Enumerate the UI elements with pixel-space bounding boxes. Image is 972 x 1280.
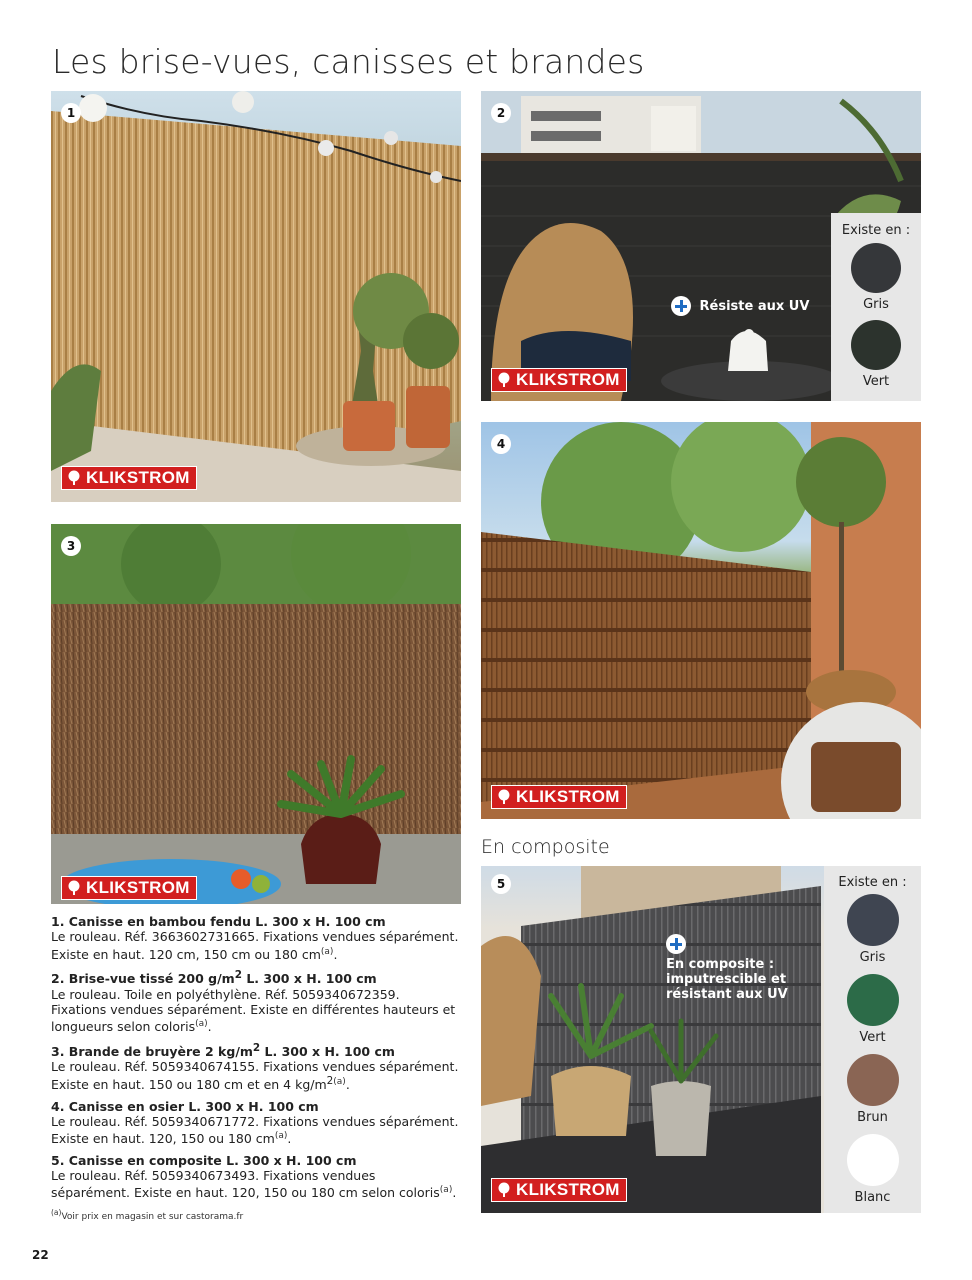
- product-line: Le rouleau. Réf. 3663602731665. Fixations vendues séparément.: [51, 929, 459, 945]
- color-label: Brun: [857, 1110, 888, 1125]
- page-number: 22: [32, 1248, 49, 1262]
- wicker-fence-illustration: [481, 422, 921, 819]
- tree-logo-icon: [67, 470, 81, 485]
- color-swatch-blanc[interactable]: [847, 1134, 899, 1186]
- product-line: Existe en haut. 150 ou 180 cm et en 4 kg/m$^{2(a)}$.: [51, 1075, 350, 1093]
- photo-number-badge: 2: [491, 103, 511, 123]
- color-swatch-brun[interactable]: [847, 1054, 899, 1106]
- product-item-3: [51, 1041, 461, 1093]
- product-title: 2. Brise-vue tissé 200 $g/m^2$ L. 300 x H. 100 cm: [51, 969, 377, 987]
- product-line: Fixations vendues séparément. Existe en différentes hauteurs et: [51, 1001, 456, 1017]
- color-label: Gris: [859, 950, 886, 965]
- product-photo-1: [51, 91, 461, 502]
- brand-logo: KLIKSTROM: [61, 466, 197, 490]
- photo-number-badge: 3: [61, 536, 81, 556]
- color-label: Gris: [863, 297, 889, 312]
- photo-number-badge: 4: [491, 434, 511, 454]
- product-line: Le rouleau. Réf. 5059340671772. Fixations vendues séparément.: [51, 1114, 459, 1130]
- color-swatch-vert[interactable]: [847, 974, 899, 1026]
- composite-feature-callout: En composite : imputrescible et résistant aux UV: [666, 934, 788, 1002]
- bamboo-fence-illustration: [51, 91, 461, 502]
- product-title: 1. Canisse en bambou fendu L. 300 x H. 100 cm: [51, 914, 386, 929]
- brand-logo: KLIKSTROM: [61, 876, 197, 900]
- color-swatch-gris[interactable]: [851, 243, 901, 293]
- plus-icon: [666, 934, 686, 954]
- uv-feature-callout: Résiste aux UV: [671, 296, 809, 316]
- page-title: Les brise-vues, canisses et brandes: [52, 42, 645, 81]
- product-line: Le rouleau. Toile en polyéthylène. Réf. 5059340672359.: [51, 986, 400, 1002]
- color-options-heading: Existe en :: [841, 223, 911, 238]
- tree-logo-icon: [67, 880, 81, 895]
- color-swatch-gris[interactable]: [847, 894, 899, 946]
- photo-number-badge: 1: [61, 103, 81, 123]
- product-line: séparément. Existe en haut. 120, 150 ou 180 cm selon coloris$^{(a)}$.: [51, 1185, 457, 1201]
- plus-icon: [671, 296, 691, 316]
- color-label: Vert: [862, 374, 890, 389]
- footnote: $^{(a)}$Voir prix en magasin et sur castorama.fr: [51, 1207, 244, 1222]
- product-item-2: [51, 968, 461, 1035]
- product-item-4: [51, 1099, 461, 1147]
- brand-logo: KLIKSTROM: [491, 1178, 627, 1202]
- product-photo-5: [481, 866, 921, 1213]
- product-photo-3: [51, 524, 461, 904]
- color-label: Blanc: [854, 1190, 891, 1205]
- product-photo-4: [481, 422, 921, 819]
- photo-number-badge: 5: [491, 874, 511, 894]
- brand-logo: KLIKSTROM: [491, 785, 627, 809]
- brand-logo: KLIKSTROM: [491, 368, 627, 392]
- color-options-panel: [824, 866, 921, 1213]
- section-heading-composite: En composite: [481, 836, 610, 858]
- product-title: 3. Brande de bruyère 2 $kg/m^2$ L. 300 x H. 100 cm: [51, 1041, 395, 1059]
- product-line: Le rouleau. Réf. 5059340673493. Fixations vendues: [51, 1168, 376, 1184]
- product-line: Existe en haut. 120 cm, 150 cm ou 180 cm$^{(a)}$.: [51, 946, 338, 962]
- product-line: Existe en haut. 120, 150 ou 180 cm$^{(a)}$.: [51, 1131, 292, 1147]
- heather-fence-illustration: [51, 524, 461, 904]
- product-title: 5. Canisse en composite L. 300 x H. 100 cm: [51, 1152, 357, 1168]
- color-options-heading: Existe en :: [838, 875, 907, 890]
- tree-logo-icon: [497, 1182, 511, 1197]
- product-line: longueurs selon coloris$^{(a)}$.: [51, 1019, 212, 1035]
- color-swatch-vert[interactable]: [851, 320, 901, 370]
- tree-logo-icon: [497, 372, 511, 387]
- product-item-1: [51, 914, 461, 962]
- tree-logo-icon: [497, 789, 511, 804]
- product-descriptions: [51, 914, 461, 1225]
- product-line: Le rouleau. Réf. 5059340674155. Fixations vendues séparément.: [51, 1059, 459, 1074]
- color-label: Vert: [859, 1030, 886, 1045]
- product-title: 4. Canisse en osier L. 300 x H. 100 cm: [51, 1098, 319, 1114]
- product-item-5: [51, 1153, 461, 1201]
- color-options-panel: [831, 213, 921, 401]
- product-photo-2: [481, 91, 921, 401]
